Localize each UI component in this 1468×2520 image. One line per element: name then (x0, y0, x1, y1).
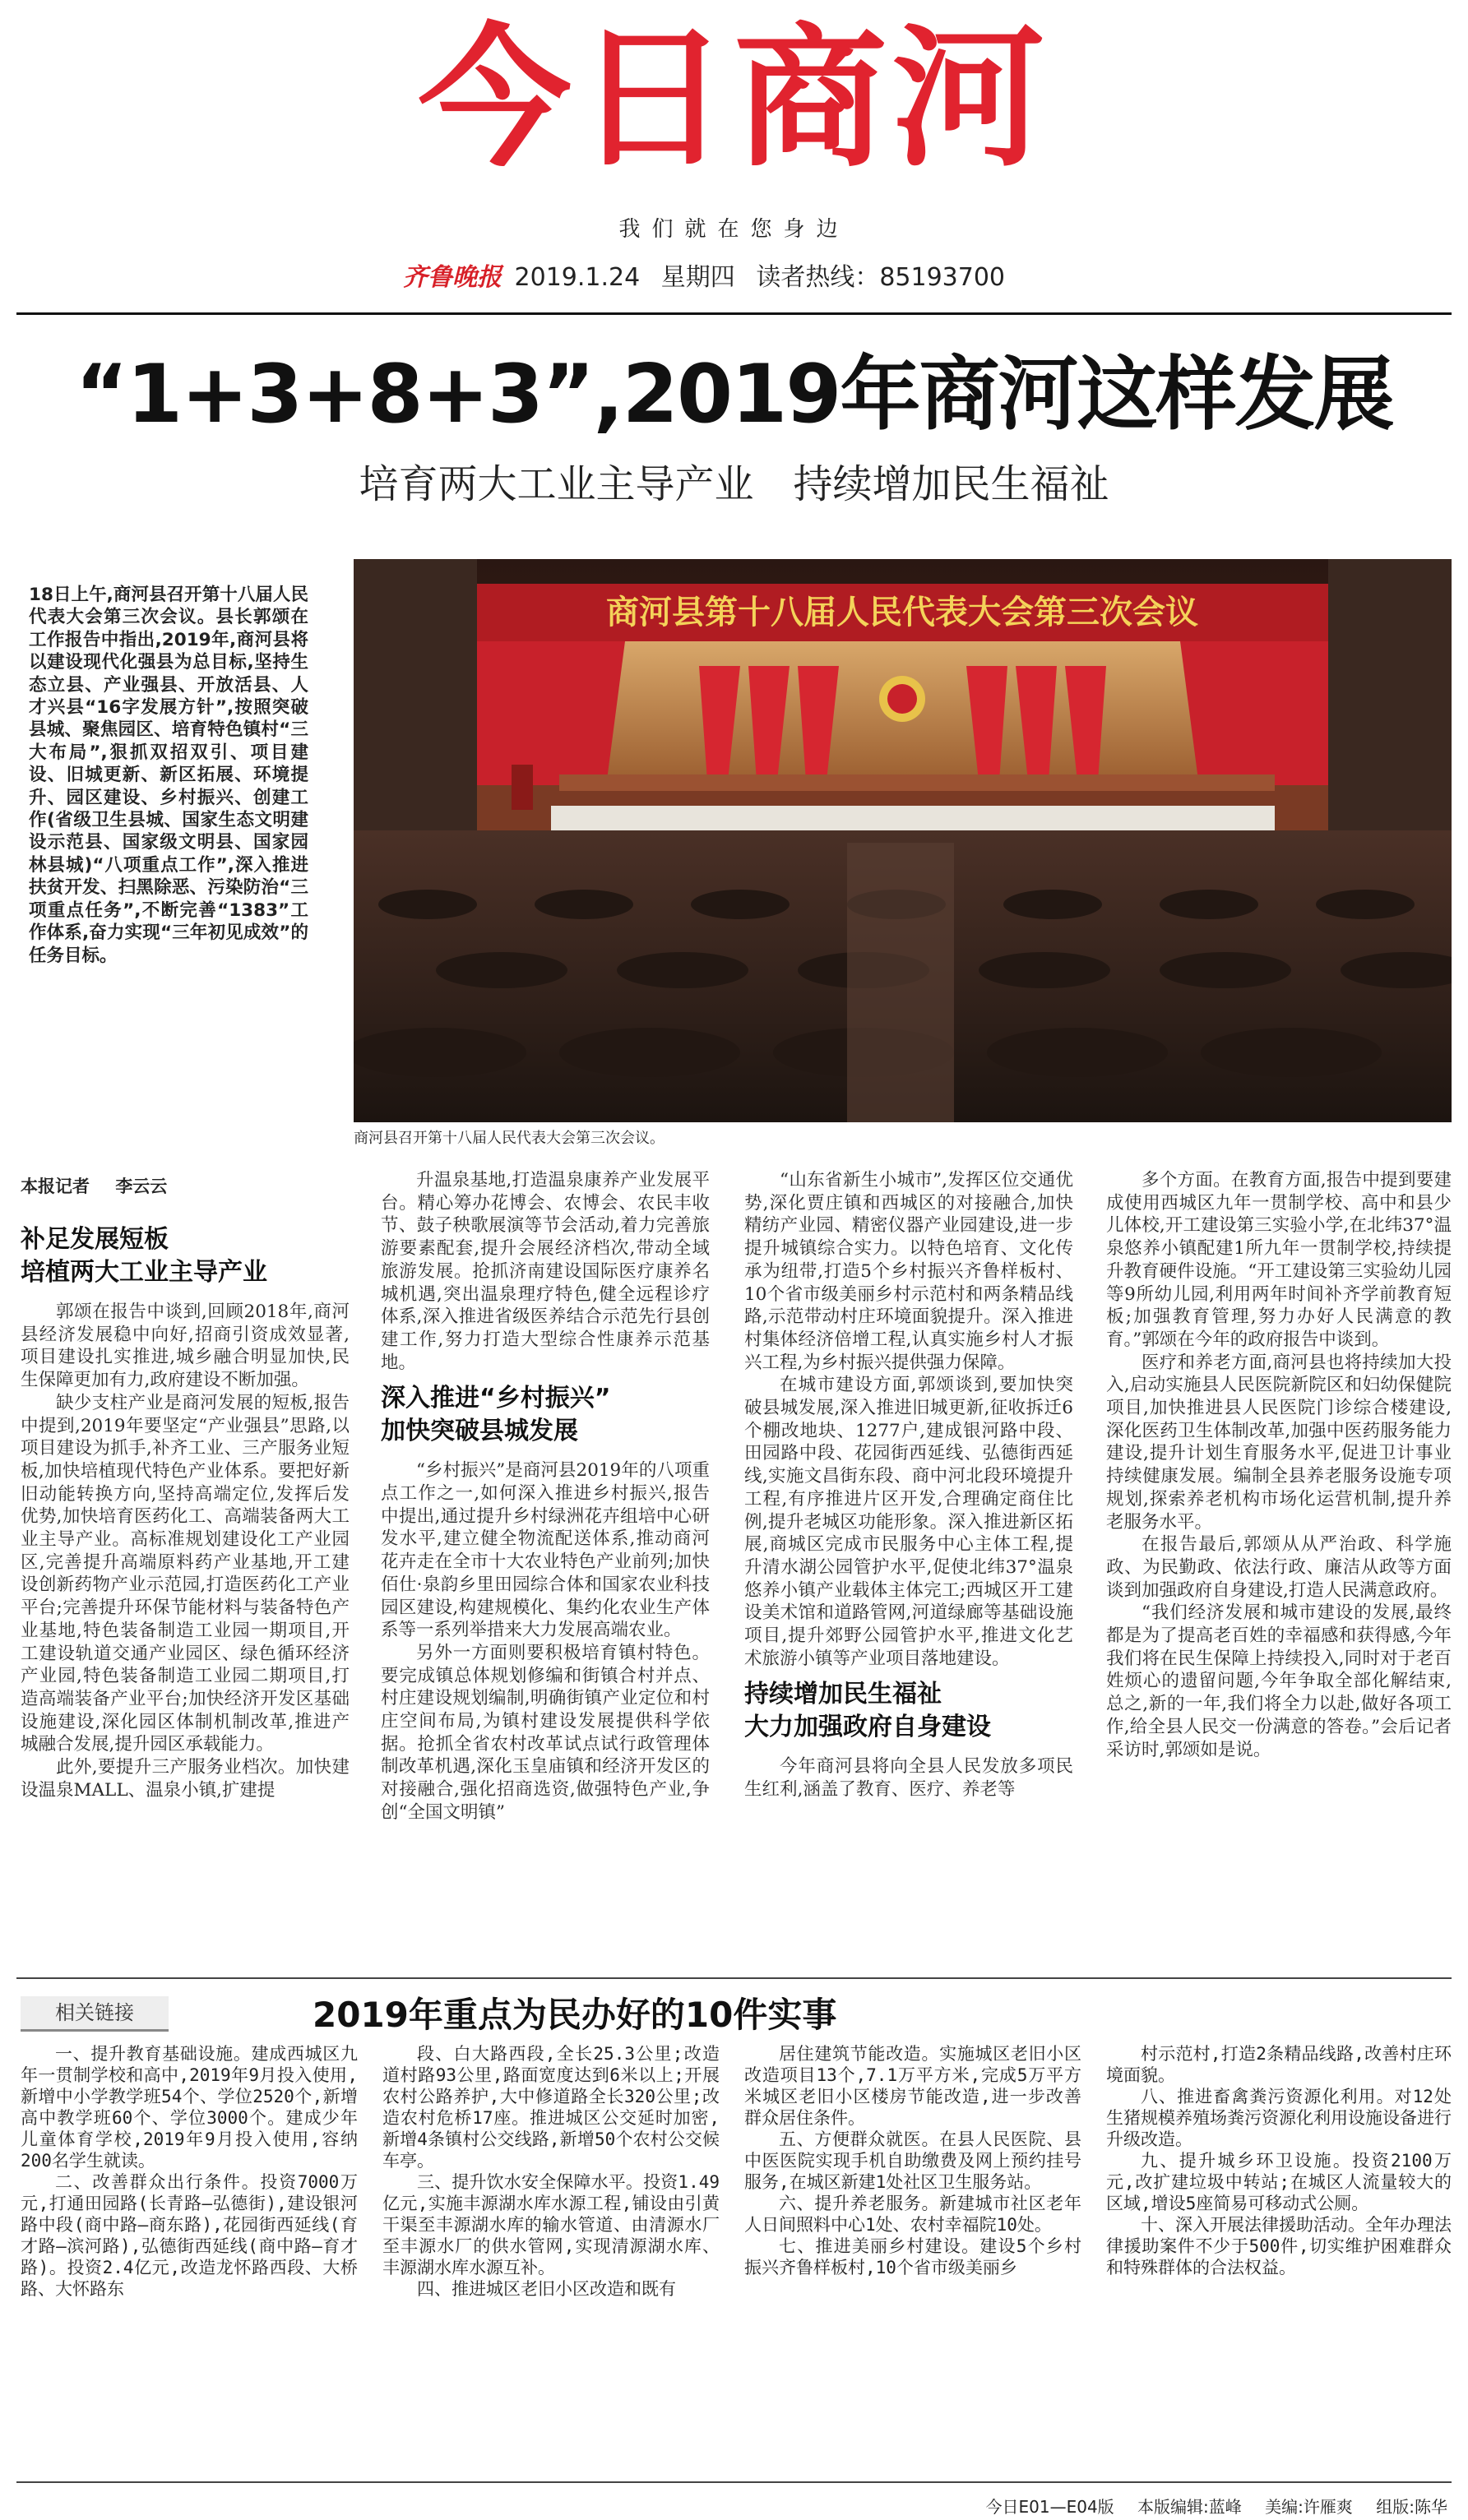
footer-layout: 组版:陈华 (1376, 2497, 1447, 2517)
main-headline: “1+3+8+3”,2019年商河这样发展 (75, 348, 1393, 442)
masthead-title: 今日商河 (418, 9, 1050, 187)
related-tag: 相关链接 (21, 1996, 169, 2032)
masthead-slogan: 我们就在您身边 (618, 217, 850, 242)
article-paragraph: 在报告最后,郭颂从从严治政、科学施政、为民勤政、依法行政、廉洁从政等方面谈到加强政府自身建设,打造人民满意政府。 (1106, 1534, 1452, 1601)
related-column-2 (382, 2043, 720, 2300)
article-column-4 (1106, 1169, 1452, 1761)
related-column-1 (21, 2043, 358, 2300)
section-heading-line1: 持续增加民生福祉 (744, 1680, 942, 1709)
article-paragraph: “乡村振兴”是商河县2019年的八项重点工作之一,如何深入推进乡村振兴,报告中提出,通过提升乡村绿洲花卉组培中心研发水平,建立健全物流配送体系,推动商河花卉走在全市十大农业特色产业前列;加快佰仕·泉韵乡里田园综合体和国家农业科技园区建设,构建规模化、集约化农业生产体系等一系列举措来大力发展高端农业。 (381, 1460, 710, 1641)
section-heading-line2: 培植两大工业主导产业 (21, 1258, 267, 1287)
article-paragraph: 升温泉基地,打造温泉康养产业发展平台。精心筹办花博会、农博会、农民丰收节、鼓子秧歌展演等节会活动,着力完善旅游要素配套,提升会展经济档次,带动全域旅游发展。抢抓济南建设国际医疗康养名城机遇,突出温泉理疗特色,健全远程诊疗体系,深入推进省级医养结合示范先行县创建工作,努力打造大型综合性康养示范基地。 (381, 1170, 710, 1373)
article-column-1 (21, 1215, 350, 1801)
related-item: 三、提升饮水安全保障水平。投资1.49亿元,实施丰源湖水库水源工程,铺设由引黄干渠至丰源湖水库的输水管道、由清源水厂至丰源水厂的供水管网,实现清源湖水库、丰源湖水库水源互补。 (382, 2172, 720, 2277)
related-item: 七、推进美丽乡村建设。建设5个乡村振兴齐鲁样板村,10个省市级美丽乡 (744, 2236, 1081, 2277)
photo-caption: 商河县召开第十八届人民代表大会第三次会议。 (354, 1130, 665, 1147)
banner-text: 商河县第十八届人民代表大会第三次会议 (606, 593, 1198, 631)
section-heading-line1: 补足发展短板 (21, 1225, 169, 1254)
page-footer (968, 2494, 1448, 2518)
article-paragraph: 在城市建设方面,郭颂谈到,要加快突破县城发展,深入推进旧城更新,征收拆迁6个棚改地块、1277户,建成银河路中段、田园路中段、花园街西延线、弘德街西延线,实施文昌街东段、商中河北段环境提升工程,有序推进片区开发,合理确定商住比例,提升老城区功能形象。深入推进新区拓展,商城区完成市民服务中心主体工程,提升清水湖公园管护水平,促使北纬37°温泉悠养小镇产业载体主体完工;西城区开工建设美术馆和道路管网,河道绿廊等基础设施项目,提升郊野公园管护水平,推进文化艺术旅游小镇等产业项目落地建设。 (744, 1375, 1073, 1669)
article-paragraph: 另外一方面则要积极培育镇村特色。要完成镇总体规划修编和街镇合村并点、村庄建设规划编制,明确街镇产业定位和村庄空间布局,为镇村建设发展提供科学依据。抢抓全省农村改革试点试行政管理体制改革机遇,深化玉皇庙镇和经济开发区的对接融合,强化招商选资,做强特色产业,争创“全国文明镇” (381, 1642, 710, 1823)
article-paragraph: 缺少支柱产业是商河发展的短板,报告中提到,2019年要坚定“产业强县”思路,以项目建设为抓手,补齐工业、三产服务业短板,加快培植现代特色产业体系。要把好新旧动能转换方向,坚持高端定位,发挥后发优势,加快培育医药化工、高端装备两大工业主导产业。高标准规划建设化工产业园区,完善提升高端原料药产业基地,开工建设创新药物产业示范园,打造医药化工产业平台;完善提升环保节能材料与装备特色产业基地,特色装备制造工业园一期项目,开工建设轨道交通产业园区、绿色循环经济产业园,特色装备制造工业园二期项目,打造高端装备产业平台;加快经济开发区基础设施建设,深化园区体制机制改革,推进产城融合发展,提升园区承载能力。 (21, 1392, 350, 1755)
congress-hall-illustration (354, 559, 1452, 1122)
related-item: 二、改善群众出行条件。投资7000万元,打通田园路(长青路—弘德街),建设银河路中段(商中路—商东路),花园街西延线(育才路—滨河路),弘德街西延线(商中路—育才路)。投资2.4亿元,改造龙怀路西段、大桥路、大怀路东 (21, 2172, 358, 2299)
issue-date: 2019.1.24 (514, 263, 641, 292)
article-paragraph: 此外,要提升三产服务业档次。加快建设温泉MALL、温泉小镇,扩建提 (21, 1757, 350, 1801)
section-heading (21, 1223, 350, 1289)
issue-weekday: 星期四 (660, 263, 735, 292)
footer-editor: 本版编辑:蓝峰 (1137, 2497, 1242, 2517)
section-heading-line1: 深入推进“乡村振兴” (381, 1384, 611, 1413)
footer-divider (16, 2481, 1452, 2483)
article-paragraph: “山东省新生小城市”,发挥区位交通优势,深化贾庄镇和西城区的对接融合,加快精纺产业园、精密仪器产业园建设,进一步提升城镇综合实力。以特色培育、文化传承为纽带,打造5个乡村振兴齐鲁样板村、10个省市级美丽乡村示范村和两条精品线路,示范带动村庄环境面貌提升。深入推进村集体经济倍增工程,认真实施乡村人才振兴工程,为乡村振兴提供强力保障。 (744, 1170, 1073, 1373)
sub-headline: 培育两大工业主导产业 持续增加民生福祉 (359, 461, 1109, 507)
related-item: 四、推进城区老旧小区改造和既有 (417, 2279, 676, 2299)
dateline (403, 257, 1018, 293)
article-paragraph: 医疗和养老方面,商河县也将持续加大投入,启动实施县人民医院新院区和妇幼保健院项目,加快推进县人民医院门诊综合楼建设,深化医药卫生体制改革,加强中医药服务能力建设,提升计划生育服务水平,促进卫计事业持续健康发展。编制全县养老服务设施专项规划,探索养老机构市场化运营机制,提升养老服务水平。 (1106, 1352, 1452, 1533)
related-item: 十、深入开展法律援助活动。全年办理法律援助案件不少于500件,切实维护困难群众和特殊群体的合法权益。 (1106, 2215, 1452, 2277)
related-item: 居住建筑节能改造。实施城区老旧小区改造项目13个,7.1万平方米,完成5万平方米城区老旧小区楼房节能改造,进一步改善群众居住条件。 (744, 2044, 1081, 2128)
related-column-4 (1106, 2043, 1452, 2278)
section-heading-line2: 加快突破县城发展 (381, 1417, 578, 1446)
article-paragraph: 郭颂在报告中谈到,回顾2018年,商河县经济发展稳中向好,招商引资成效显著,项目建设扎实推进,城乡融合明显加快,民生保障更加有力,政府建设不断加强。 (21, 1302, 350, 1391)
article-paragraph: 今年商河县将向全县人民发放多项民生红利,涵盖了教育、医疗、养老等 (744, 1756, 1073, 1801)
related-item: 段、白大路西段,全长25.3公里;改造道村路93公里,路面宽度达到6米以上;开展农村公路养护,大中修道路全长320公里;改造农村危桥17座。推进城区公交延时加密,新增4条镇村公交线路,新增50个农村公交候车亭。 (382, 2044, 720, 2171)
footer-designer: 美编:许雁爽 (1265, 2497, 1353, 2517)
related-item: 九、提升城乡环卫设施。投资2100万元,改扩建垃圾中转站;在城区人流量较大的区域,增设5座简易可移动式公厕。 (1106, 2151, 1452, 2213)
related-item: 五、方便群众就医。在县人民医院、县中医医院实现手机自助缴费及网上预约挂号服务,在城区新建1处社区卫生服务站。 (744, 2129, 1081, 2192)
byline (21, 1173, 187, 1198)
related-title: 2019年重点为民办好的10件实事 (313, 1995, 837, 2035)
footer-pages: 今日E01—E04版 (985, 2497, 1114, 2517)
section-heading-line2: 大力加强政府自身建设 (744, 1713, 991, 1742)
reader-hotline: 读者热线：85193700 (756, 263, 1006, 292)
masthead-divider (16, 312, 1452, 315)
byline-label: 本报记者 (21, 1177, 90, 1196)
related-item: 六、提升养老服务。新建城市社区老年人日间照料中心1处、农村幸福院10处。 (744, 2194, 1081, 2235)
related-column-3 (744, 2043, 1081, 2278)
article-column-3 (744, 1169, 1073, 1801)
news-photo (354, 559, 1452, 1122)
newspaper-brand-logo: 齐鲁晚报 (403, 263, 502, 292)
section-heading (744, 1678, 1073, 1744)
byline-name: 李云云 (115, 1177, 168, 1196)
article-paragraph: “我们经济发展和城市建设的发展,最终都是为了提高老百姓的幸福感和获得感,今年我们将在民生保障上持续投入,同时对于老百姓烦心的遗留问题,今年争取全部化解结束,总之,新的一年,我们将全力以赴,做好各项工作,给全县人民交一份满意的答卷。”会后记者采访时,郭颂如是说。 (1106, 1602, 1452, 1760)
section-heading (381, 1382, 710, 1448)
section-divider (16, 1977, 1452, 1979)
article-paragraph: 多个方面。在教育方面,报告中提到要建成使用西城区九年一贯制学校、高中和县少儿体校,开工建设第三实验小学,在北纬37°温泉悠养小镇配建1所九年一贯制学校,持续提升教育硬件设施。“开工建设第三实验幼儿园等9所幼儿园,利用两年时间补齐学前教育短板;加强教育管理,努力办好人民满意的教育。”郭颂在今年的政府报告中谈到。 (1106, 1170, 1452, 1350)
related-item: 村示范村,打造2条精品线路,改善村庄环境面貌。 (1106, 2044, 1452, 2085)
lead-paragraph: 18日上午,商河县召开第十八届人民代表大会第三次会议。县长郭颂在工作报告中指出,2019年,商河县将以建设现代化强县为总目标,坚持生态立县、产业强县、开放活县、人才兴县“16字发展方针”,按照突破县城、聚焦园区、培育特色镇村“三大布局”,狠抓双招双引、项目建设、旧城更新、新区拓展、环境提升、园区建设、乡村振兴、创建工作(省级卫生县城、国家生态文明建设示范县、国家级文明县、国家园林县城)“八项重点工作”,深入推进扶贫开发、扫黑除恶、污染防治“三项重点任务”,不断完善“1383”工作体系,奋力实现“三年初见成效”的任务目标。 (29, 585, 308, 966)
article-column-2 (381, 1169, 710, 1824)
related-item: 一、提升教育基础设施。建成西城区九年一贯制学校和高中,2019年9月投入使用,新增中小学教学班54个、学位2520个,新增高中教学班60个、学位3000个。建成少年儿童体育学校,2019年9月投入使用,容纳200名学生就读。 (21, 2044, 358, 2171)
related-item: 八、推进畜禽粪污资源化利用。对12处生猪规模养殖场粪污资源化利用设施设备进行升级改造。 (1106, 2087, 1452, 2149)
